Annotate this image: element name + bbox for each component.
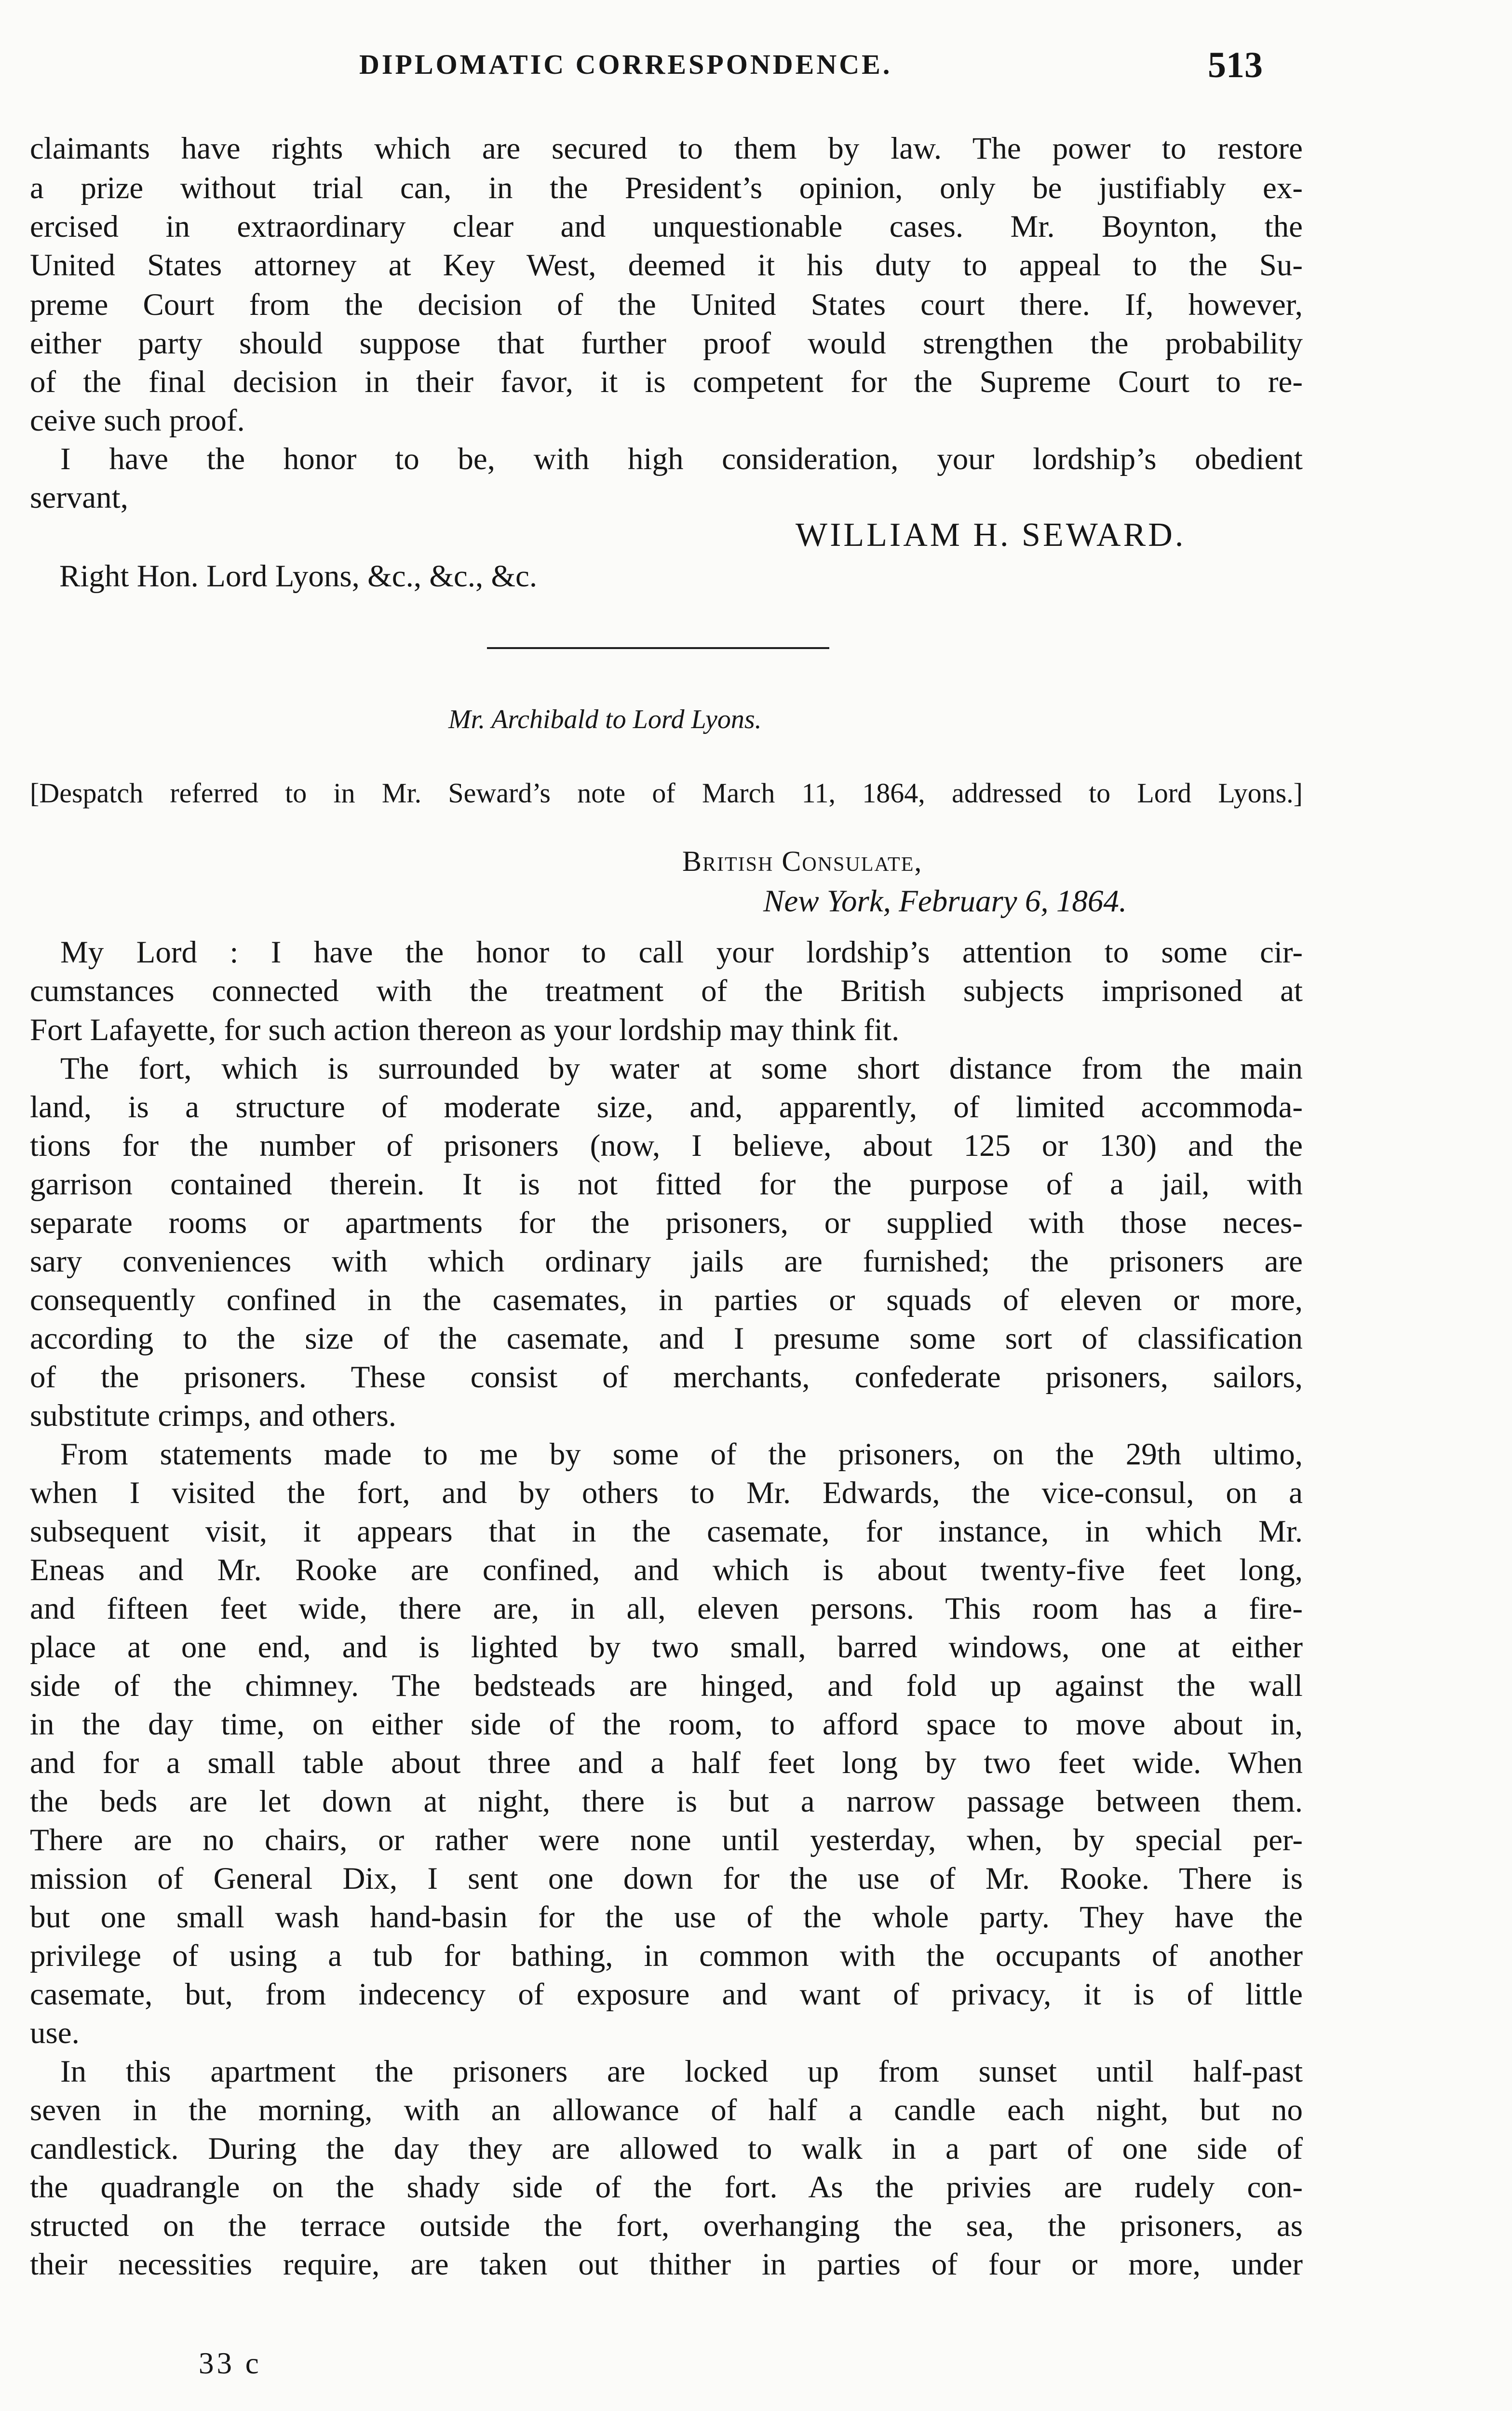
- text-line: claimants have rights which are secured to them by law. The power to restore: [30, 131, 1303, 166]
- text-line: candlestick. During the day they are allowed to walk in a part of one side of: [30, 2131, 1303, 2166]
- closing-line: I have the honor to be, with high consideration, your lordship’s obedient: [60, 442, 1303, 476]
- text-line: Fort Lafayette, for such action thereon as your lordship may think fit.: [30, 1013, 900, 1047]
- text-line: subsequent visit, it appears that in the casemate, for instance, in which Mr.: [30, 1514, 1303, 1549]
- signature: WILLIAM H. SEWARD.: [796, 516, 1186, 554]
- text-line: The fort, which is surrounded by water at some short distance from the main: [60, 1051, 1303, 1086]
- text-line: place at one end, and is lighted by two small, barred windows, one at either: [30, 1630, 1303, 1665]
- text-line: side of the chimney. The bedsteads are hinged, and fold up against the wall: [30, 1668, 1303, 1703]
- text-line: cumstances connected with the treatment of the British subjects imprisoned at: [30, 974, 1303, 1008]
- text-line: United States attorney at Key West, deemed it his duty to appeal to the Su-: [30, 248, 1303, 283]
- text-line: Eneas and Mr. Rooke are confined, and which is about twenty-five feet long,: [30, 1553, 1303, 1587]
- signature-mark: 33 c: [199, 2346, 262, 2380]
- text-line: substitute crimps, and others.: [30, 1398, 397, 1433]
- text-line: of the prisoners. These consist of merchants, confederate prisoners, sailors,: [30, 1360, 1303, 1395]
- dateline: New York, February 6, 1864.: [763, 884, 1127, 919]
- text-line: mission of General Dix, I sent one down for the use of Mr. Rooke. There is: [30, 1861, 1303, 1896]
- text-line: casemate, but, from indecency of exposure and want of privacy, it is of little: [30, 1977, 1303, 2012]
- text-line: a prize without trial can, in the President’s opinion, only be justifiably ex-: [30, 171, 1303, 205]
- office-heading: British Consulate,: [682, 845, 923, 877]
- addressee: Right Hon. Lord Lyons, &c., &c., &c.: [59, 559, 538, 594]
- text-line: of the final decision in their favor, it is competent for the Supreme Court to re-: [30, 365, 1303, 399]
- text-line: garrison contained therein. It is not fitted for the purpose of a jail, with: [30, 1167, 1303, 1202]
- text-line: in the day time, on either side of the room, to afford space to move about in,: [30, 1707, 1303, 1742]
- text-line: seven in the morning, with an allowance of half a candle each night, but no: [30, 2093, 1303, 2127]
- text-line: but one small wash hand-basin for the use of the whole party. They have the: [30, 1900, 1303, 1935]
- text-line: and fifteen feet wide, there are, in all, eleven persons. This room has a fire-: [30, 1591, 1303, 1626]
- text-line: either party should suppose that further proof would strengthen the probability: [30, 326, 1303, 361]
- text-line: From statements made to me by some of the prisoners, on the 29th ultimo,: [60, 1437, 1303, 1472]
- text-line: their necessities require, are taken out thither in parties of four or more, under: [30, 2247, 1303, 2282]
- text-line: consequently confined in the casemates, in parties or squads of eleven or more,: [30, 1283, 1303, 1317]
- text-line: separate rooms or apartments for the prisoners, or supplied with those neces-: [30, 1206, 1303, 1240]
- text-line: ceive such proof.: [30, 403, 245, 438]
- page-number: 513: [1208, 45, 1263, 85]
- closing-line: servant,: [30, 480, 128, 515]
- despatch-note: [Despatch referred to in Mr. Seward’s note of March 11, 1864, addressed to Lord Lyons.]: [30, 777, 1303, 809]
- salutation-line: My Lord : I have the honor to call your lordship’s attention to some cir-: [60, 935, 1303, 970]
- text-line: privilege of using a tub for bathing, in common with the occupants of another: [30, 1938, 1303, 1973]
- text-line: preme Court from the decision of the United States court there. If, however,: [30, 287, 1303, 322]
- text-line: according to the size of the casemate, and I presume some sort of classification: [30, 1321, 1303, 1356]
- text-line: tions for the number of prisoners (now, I believe, about 125 or 130) and the: [30, 1128, 1303, 1163]
- text-line: ercised in extraordinary clear and unquestionable cases. Mr. Boynton, the: [30, 209, 1303, 244]
- text-line: use.: [30, 2016, 80, 2050]
- text-line: the quadrangle on the shady side of the fort. As the privies are rudely con-: [30, 2170, 1303, 2205]
- text-line: the beds are let down at night, there is but a narrow passage between them.: [30, 1784, 1303, 1819]
- text-line: There are no chairs, or rather were none until yesterday, when, by special per-: [30, 1823, 1303, 1857]
- despatch-title: Mr. Archibald to Lord Lyons.: [448, 704, 762, 734]
- text-line: when I visited the fort, and by others to Mr. Edwards, the vice-consul, on a: [30, 1476, 1303, 1510]
- section-divider: [487, 647, 829, 649]
- text-line: structed on the terrace outside the fort, overhanging the sea, the prisoners, as: [30, 2208, 1303, 2243]
- text-line: land, is a structure of moderate size, and, apparently, of limited accommoda-: [30, 1090, 1303, 1124]
- text-line: sary conveniences with which ordinary jails are furnished; the prisoners are: [30, 1244, 1303, 1279]
- text-line: In this apartment the prisoners are locked up from sunset until half-past: [60, 2054, 1303, 2089]
- text-line: and for a small table about three and a half feet long by two feet wide. When: [30, 1746, 1303, 1780]
- running-header: DIPLOMATIC CORRESPONDENCE.: [359, 49, 892, 80]
